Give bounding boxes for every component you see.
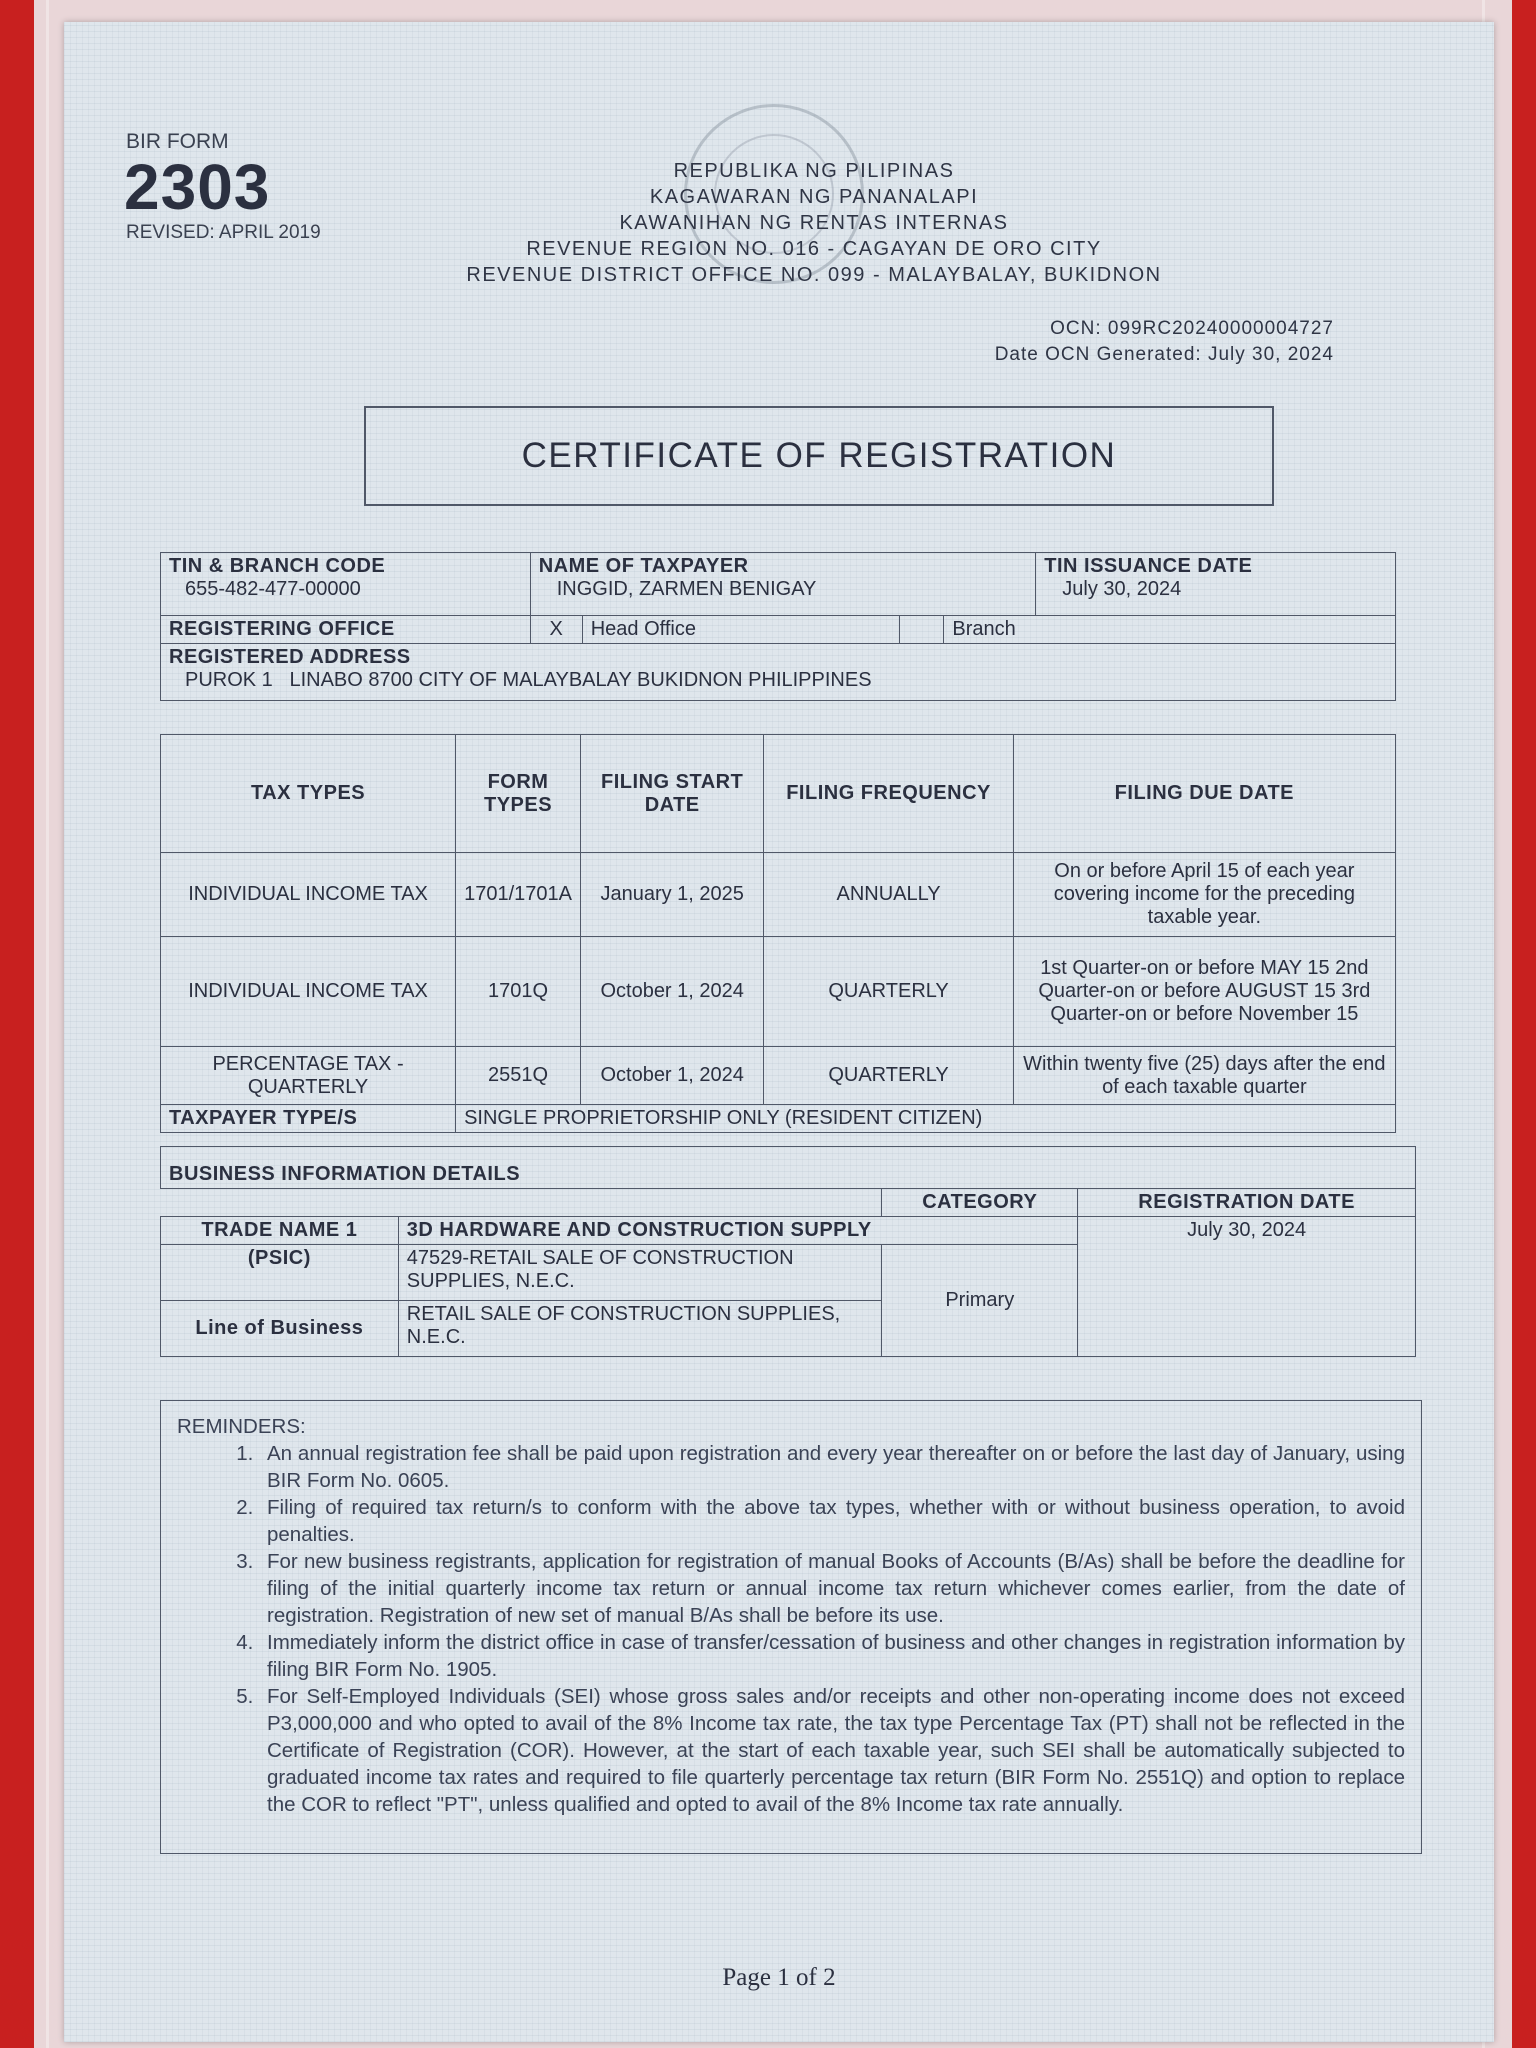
list-item: 2. Filing of required tax return/s to conform with the above tax types, whether with or without business operation, to avoid penalties.	[259, 1494, 1405, 1548]
list-item: 3. For new business registrants, application for registration of manual Books of Accounts (B/As) shall be before the deadline for filing of the initial quarterly income tax return or annual income tax return whichever comes earlier, from the date of registration. Registration of new set of manual B/As shall be before its use.	[259, 1548, 1405, 1629]
start-date-cell: October 1, 2024	[580, 937, 763, 1047]
form-type-cell: 1701/1701A	[456, 853, 581, 937]
list-item: 4. Immediately inform the district office in case of transfer/cessation of business and other changes in registration information by filing BIR Form No. 1905.	[259, 1629, 1405, 1683]
registered-address-value: PUROK 1 LINABO 8700 CITY OF MALAYBALAY BUKIDNON PHILIPPINES	[185, 669, 872, 691]
tin-value: 655-482-477-00000	[185, 578, 361, 600]
ocn-date: Date OCN Generated: July 30, 2024	[994, 344, 1334, 365]
line-of-business-value: RETAIL SALE OF CONSTRUCTION SUPPLIES, N.E.C.	[398, 1301, 882, 1357]
registering-office-label: REGISTERING OFFICE	[161, 616, 531, 644]
form-type-cell: 1701Q	[456, 937, 581, 1047]
psic-value: 47529-RETAIL SALE OF CONSTRUCTION SUPPLIES, N.E.C.	[398, 1245, 882, 1301]
business-section-label: BUSINESS INFORMATION DETAILS	[161, 1147, 1416, 1189]
tin-label: TIN & BRANCH CODE	[169, 555, 386, 577]
list-item: 5. For Self-Employed Individuals (SEI) whose gross sales and/or receipts and other non-operating income does not exceed P3,000,000 and who opted to avail of the 8% Income tax rate, the tax type Percentage Tax (PT) shall not be reflected in the Certificate of Registration (COR). However, at the start of each taxable year, such SEI shall be automatically subjected to graduated income tax rates and required to file quarterly percentage tax return (BIR Form No. 2551Q) and option to replace the COR to reflect "PT", unless qualified and opted to avail of the 8% Income tax rate annually.	[259, 1683, 1405, 1818]
tax-type-cell: INDIVIDUAL INCOME TAX	[161, 937, 456, 1047]
frequency-cell: ANNUALLY	[764, 853, 1013, 937]
taxpayer-name-label: NAME OF TAXPAYER	[538, 555, 749, 577]
header-line-3: KAWANIHAN NG RENTAS INTERNAS	[619, 212, 1009, 234]
reminders-label: REMINDERS:	[177, 1415, 306, 1438]
due-date-cell: On or before April 15 of each year covering income for the preceding taxable year.	[1013, 853, 1395, 937]
psic-label: (PSIC)	[161, 1245, 399, 1301]
due-date-cell: 1st Quarter-on or before MAY 15 2nd Quarter-on or before AUGUST 15 3rd Quarter-on or before November 15	[1013, 937, 1395, 1047]
trade-name-value: 3D HARDWARE AND CONSTRUCTION SUPPLY	[398, 1217, 1077, 1245]
taxpayer-type-value: SINGLE PROPRIETORSHIP ONLY (RESIDENT CITIZEN)	[456, 1105, 1396, 1133]
form-number: 2303	[124, 151, 271, 223]
tax-type-cell: PERCENTAGE TAX - QUARTERLY	[161, 1047, 456, 1105]
registration-date-value: July 30, 2024	[1078, 1217, 1416, 1357]
category-label: CATEGORY	[882, 1189, 1078, 1217]
registered-address-label: REGISTERED ADDRESS	[169, 646, 411, 668]
taxpayer-type-label: TAXPAYER TYPE/S	[161, 1105, 456, 1133]
trade-name-label: TRADE NAME 1	[161, 1217, 399, 1245]
table-row	[161, 853, 1396, 937]
tin-issuance-value: July 30, 2024	[1062, 578, 1182, 600]
frequency-cell: QUARTERLY	[764, 937, 1013, 1047]
business-info-table	[160, 1146, 1416, 1357]
certificate-page	[64, 22, 1494, 2042]
reminders-box	[160, 1400, 1422, 1854]
sleeve-seam	[46, 0, 49, 2048]
category-value: Primary	[882, 1245, 1078, 1357]
tin-issuance-label: TIN ISSUANCE DATE	[1044, 555, 1253, 577]
registration-date-label: REGISTRATION DATE	[1078, 1189, 1416, 1217]
table-row	[161, 937, 1396, 1047]
header-line-2: KAGAWARAN NG PANANALAPI	[649, 186, 979, 208]
due-date-cell: Within twenty five (25) days after the end of each taxable quarter	[1013, 1047, 1395, 1105]
document-title: CERTIFICATE OF REGISTRATION	[364, 406, 1274, 506]
tax-type-cell: INDIVIDUAL INCOME TAX	[161, 853, 456, 937]
form-label: BIR FORM	[126, 130, 229, 153]
head-office-mark: X	[530, 616, 582, 644]
header-line-4: REVENUE REGION NO. 016 - CAGAYAN DE ORO CITY	[526, 238, 1102, 260]
start-date-cell: October 1, 2024	[580, 1047, 763, 1105]
header-filing-due: FILING DUE DATE	[1013, 735, 1395, 853]
header-line-1: REPUBLIKA NG PILIPINAS	[673, 160, 955, 182]
header-tax-types: TAX TYPES	[161, 735, 456, 853]
frequency-cell: QUARTERLY	[764, 1047, 1013, 1105]
header-filing-start: FILING START DATE	[580, 735, 763, 853]
page-number: Page 1 of 2	[722, 1964, 836, 1991]
header-line-5: REVENUE DISTRICT OFFICE NO. 099 - MALAYBALAY, BUKIDNON	[466, 264, 1162, 286]
form-type-cell: 2551Q	[456, 1047, 581, 1105]
reminders-list	[177, 1440, 1405, 1818]
start-date-cell: January 1, 2025	[580, 853, 763, 937]
ocn-number: OCN: 099RC20240000004727	[1050, 318, 1334, 339]
form-revision: REVISED: APRIL 2019	[126, 222, 321, 243]
branch-label: Branch	[944, 616, 1396, 644]
head-office-label: Head Office	[582, 616, 900, 644]
header-filing-frequency: FILING FREQUENCY	[764, 735, 1013, 853]
header-form-types: FORM TYPES	[456, 735, 581, 853]
line-of-business-label: Line of Business	[161, 1301, 399, 1357]
taxpayer-info-table	[160, 552, 1396, 701]
table-row	[161, 1047, 1396, 1105]
tax-types-table	[160, 734, 1396, 1133]
list-item: 1. An annual registration fee shall be paid upon registration and every year thereafter on or before the last day of January, using BIR Form No. 0605.	[259, 1440, 1405, 1494]
taxpayer-name-value: INGGID, ZARMEN BENIGAY	[556, 578, 817, 600]
